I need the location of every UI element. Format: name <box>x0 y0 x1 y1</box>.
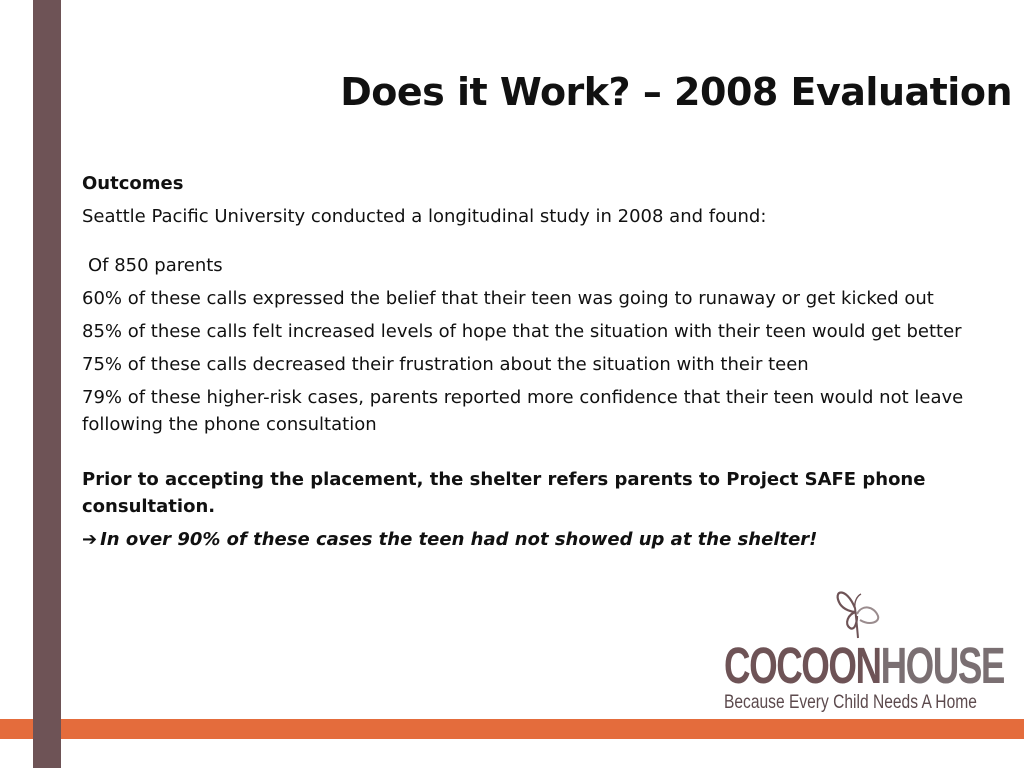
slide-body <box>82 170 992 553</box>
stat-item: 85% of these calls felt increased levels of hope that the situation with their teen would get better <box>82 321 962 342</box>
stat-item: 79% of these higher-risk cases, parents reported more confidence that their teen would not leave following the phone consultation <box>82 387 964 435</box>
stat-item: 75% of these calls decreased their frustration about the situation with their teen <box>82 354 809 375</box>
logo-word-house: HOUSE <box>880 637 1004 694</box>
parents-line: Of 850 parents <box>88 255 223 276</box>
callout <box>82 526 992 553</box>
right-arrow-icon: ➔ <box>82 529 98 550</box>
intro-text: Seattle Pacific University conducted a longitudinal study in 2008 and found: <box>82 206 767 227</box>
logo-tagline: Because Every Child Needs A Home <box>724 692 977 713</box>
stat-item: 60% of these calls expressed the belief that their teen was going to runaway or get kicked out <box>82 288 934 309</box>
cocoon-house-logo <box>720 582 1004 714</box>
spacer <box>82 230 992 252</box>
logo-wordmark <box>724 638 1004 694</box>
bottom-accent-bar <box>0 719 1024 739</box>
callout-text: In over 90% of these cases the teen had not showed up at the shelter! <box>100 529 818 550</box>
left-accent-bar <box>33 0 61 768</box>
accent-bar-intersection <box>33 719 61 739</box>
butterfly-icon <box>830 582 890 644</box>
logo-word-cocoon: COCOON <box>724 637 881 694</box>
spacer <box>82 444 992 466</box>
slide-title: Does it Work? – 2008 Evaluation <box>340 70 1012 114</box>
prior-statement: Prior to accepting the placement, the shelter refers parents to Project SAFE phone consultation. <box>82 469 926 517</box>
outcomes-heading: Outcomes <box>82 173 184 194</box>
